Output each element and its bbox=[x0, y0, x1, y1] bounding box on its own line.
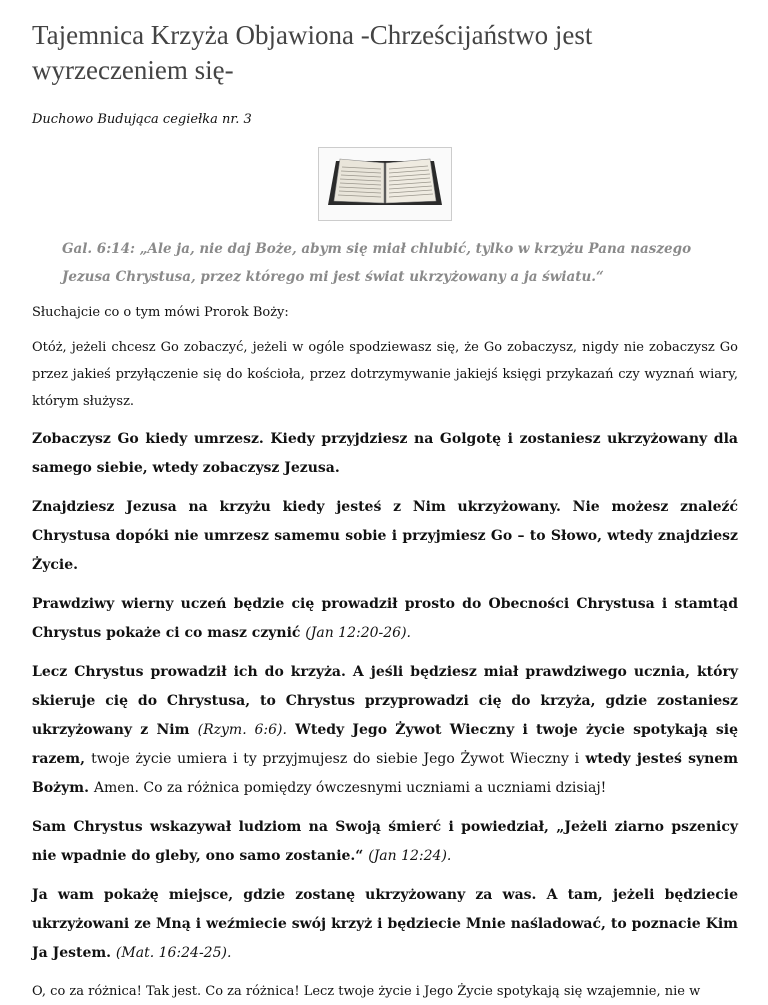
paragraph-7 bbox=[32, 881, 738, 968]
paragraph-4-text: Prawdziwy wierny uczeń będzie cię prowadził prosto do Obecności Chrystusa i stamtąd Chrystus pokaże ci co masz czynić bbox=[32, 596, 738, 641]
paragraph-3: Znajdziesz Jezusa na krzyżu kiedy jesteś z Nim ukrzyżowany. Nie możesz znaleźć Chrystusa dopóki nie umrzesz samemu sobie i przyjmiesz Go – to Słowo, wtedy znajdziesz Życie. bbox=[32, 499, 738, 573]
paragraph-7-text: Ja wam pokażę miejsce, gdzie zostanę ukrzyżowany za was. A tam, jeżeli będziecie ukrzyżowani ze Mną i weźmiecie swój krzyż i będziecie Mnie naśladować, to poznacie Kim Ja Jestem. bbox=[32, 887, 738, 961]
paragraph-2: Zobaczysz Go kiedy umrzesz. Kiedy przyjdziesz na Golgotę i zostaniesz ukrzyżowany dla samego siebie, wtedy zobaczysz Jezusa. bbox=[32, 431, 738, 476]
paragraph-5-text-1: Lecz Chrystus prowadził ich do krzyża. A jeśli będziesz miał prawdziwego ucznia, który skieruje cię do Chrystusa, to Chrystus przyprowadzi cię do krzyża, gdzie zostaniesz ukrzyżowany z Nim bbox=[32, 664, 738, 738]
paragraph-6-text: Sam Chrystus wskazywał ludziom na Swoją śmierć i powiedział, „Jeżeli ziarno pszenicy nie wpadnie do gleby, ono samo zostanie.“ bbox=[32, 819, 738, 864]
figure bbox=[32, 147, 738, 221]
paragraph-5-text-4: wtedy jesteś synem Bożym. bbox=[32, 751, 739, 796]
bible-icon bbox=[318, 147, 452, 221]
paragraph-1: Otóż, jeżeli chcesz Go zobaczyć, jeżeli w ogóle spodziewasz się, że Go zobaczysz, nigdy nie zobaczysz Go przez jakieś przyłączenie się do kościoła, przez dotrzymywanie jakiejś księgi przykazań czy wyznań wiary, którym służysz. bbox=[32, 340, 738, 409]
paragraph-8: O, co za różnica! Tak jest. Co za różnica! Lecz twoje życie i Jego Życie spotykają się wzajemnie, nie w bbox=[32, 984, 701, 999]
subtitle: Duchowo Budująca cegiełka nr. 3 bbox=[32, 112, 252, 127]
paragraph-5 bbox=[32, 658, 738, 803]
scripture-reference: (Jan 12:24). bbox=[368, 848, 452, 864]
scripture-reference: (Jan 12:20-26). bbox=[305, 625, 411, 641]
intro-paragraph: Słuchajcie co o tym mówi Prorok Boży: bbox=[32, 305, 289, 320]
document-page bbox=[32, 18, 738, 1005]
scripture-reference: (Mat. 16:24-25). bbox=[115, 945, 232, 961]
paragraph-5-text-5: Amen. Co za różnica pomiędzy ówczesnymi uczniami a uczniami dzisiaj! bbox=[93, 780, 607, 796]
paragraph-4 bbox=[32, 590, 738, 648]
paragraph-5-text-2: Wtedy Jego Żywot Wieczny i twoje życie spotykają się razem, bbox=[32, 722, 738, 767]
scripture-reference: (Rzym. 6:6). bbox=[197, 722, 287, 738]
page-title: Tajemnica Krzyża Objawiona -Chrześcijaństwo jest wyrzeczeniem się- bbox=[32, 20, 593, 85]
paragraph-5-text-3: twoje życie umiera i ty przyjmujesz do siebie Jego Żywot Wieczny i bbox=[91, 751, 580, 767]
paragraph-6 bbox=[32, 813, 738, 871]
scripture-quote: Gal. 6:14: „Ale ja, nie daj Boże, abym się miał chlubić, tylko w krzyżu Pana naszego Jezusa Chrystusa, przez którego mi jest świat ukrzyżowany a ja światu.“ bbox=[62, 241, 692, 285]
